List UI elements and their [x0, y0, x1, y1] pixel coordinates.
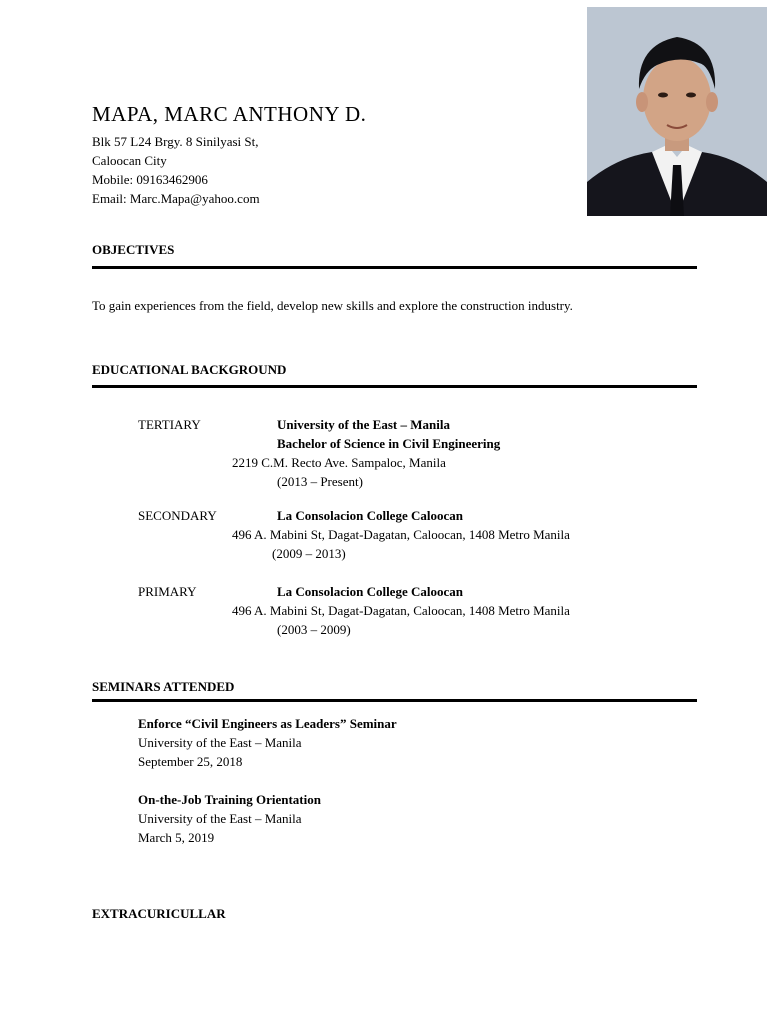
- primary-years: (2003 – 2009): [277, 622, 351, 637]
- objectives-heading: OBJECTIVES: [92, 242, 175, 257]
- email-address: Email: Marc.Mapa@yahoo.com: [92, 191, 260, 206]
- education-heading: EDUCATIONAL BACKGROUND: [92, 362, 287, 377]
- secondary-level-label: SECONDARY: [138, 508, 217, 523]
- tertiary-address: 2219 C.M. Recto Ave. Sampaloc, Manila: [232, 455, 446, 470]
- tertiary-school: University of the East – Manila: [277, 417, 450, 432]
- tertiary-level-label: TERTIARY: [138, 417, 201, 432]
- seminar-venue: University of the East – Manila: [138, 811, 302, 826]
- primary-level-label: PRIMARY: [138, 584, 197, 599]
- candidate-name: MAPA, MARC ANTHONY D.: [92, 102, 367, 126]
- seminar-title: On-the-Job Training Orientation: [138, 792, 321, 807]
- seminar-title: Enforce “Civil Engineers as Leaders” Seminar: [138, 716, 397, 731]
- secondary-address: 496 A. Mabini St, Dagat-Dagatan, Caloocan, 1408 Metro Manila: [232, 527, 570, 542]
- primary-address: 496 A. Mabini St, Dagat-Dagatan, Caloocan, 1408 Metro Manila: [232, 603, 570, 618]
- secondary-years: (2009 – 2013): [272, 546, 346, 561]
- seminar-date: September 25, 2018: [138, 754, 243, 769]
- address-line-2: Caloocan City: [92, 153, 167, 168]
- seminar-date: March 5, 2019: [138, 830, 215, 845]
- extracurricular-heading: EXTRACURICULLAR: [92, 906, 226, 921]
- section-divider: [92, 699, 697, 702]
- tertiary-degree: Bachelor of Science in Civil Engineering: [277, 436, 501, 451]
- tertiary-years: (2013 – Present): [277, 474, 363, 489]
- objectives-text: To gain experiences from the field, develop new skills and explore the construction industry.: [92, 298, 573, 313]
- primary-school: La Consolacion College Caloocan: [277, 584, 463, 599]
- seminars-heading: SEMINARS ATTENDED: [92, 679, 235, 694]
- profile-photo: [587, 7, 767, 216]
- seminar-venue: University of the East – Manila: [138, 735, 302, 750]
- secondary-school: La Consolacion College Caloocan: [277, 508, 463, 523]
- section-divider: [92, 266, 697, 269]
- mobile-number: Mobile: 09163462906: [92, 172, 208, 187]
- section-divider: [92, 385, 697, 388]
- address-line-1: Blk 57 L24 Brgy. 8 Sinilyasi St,: [92, 134, 259, 149]
